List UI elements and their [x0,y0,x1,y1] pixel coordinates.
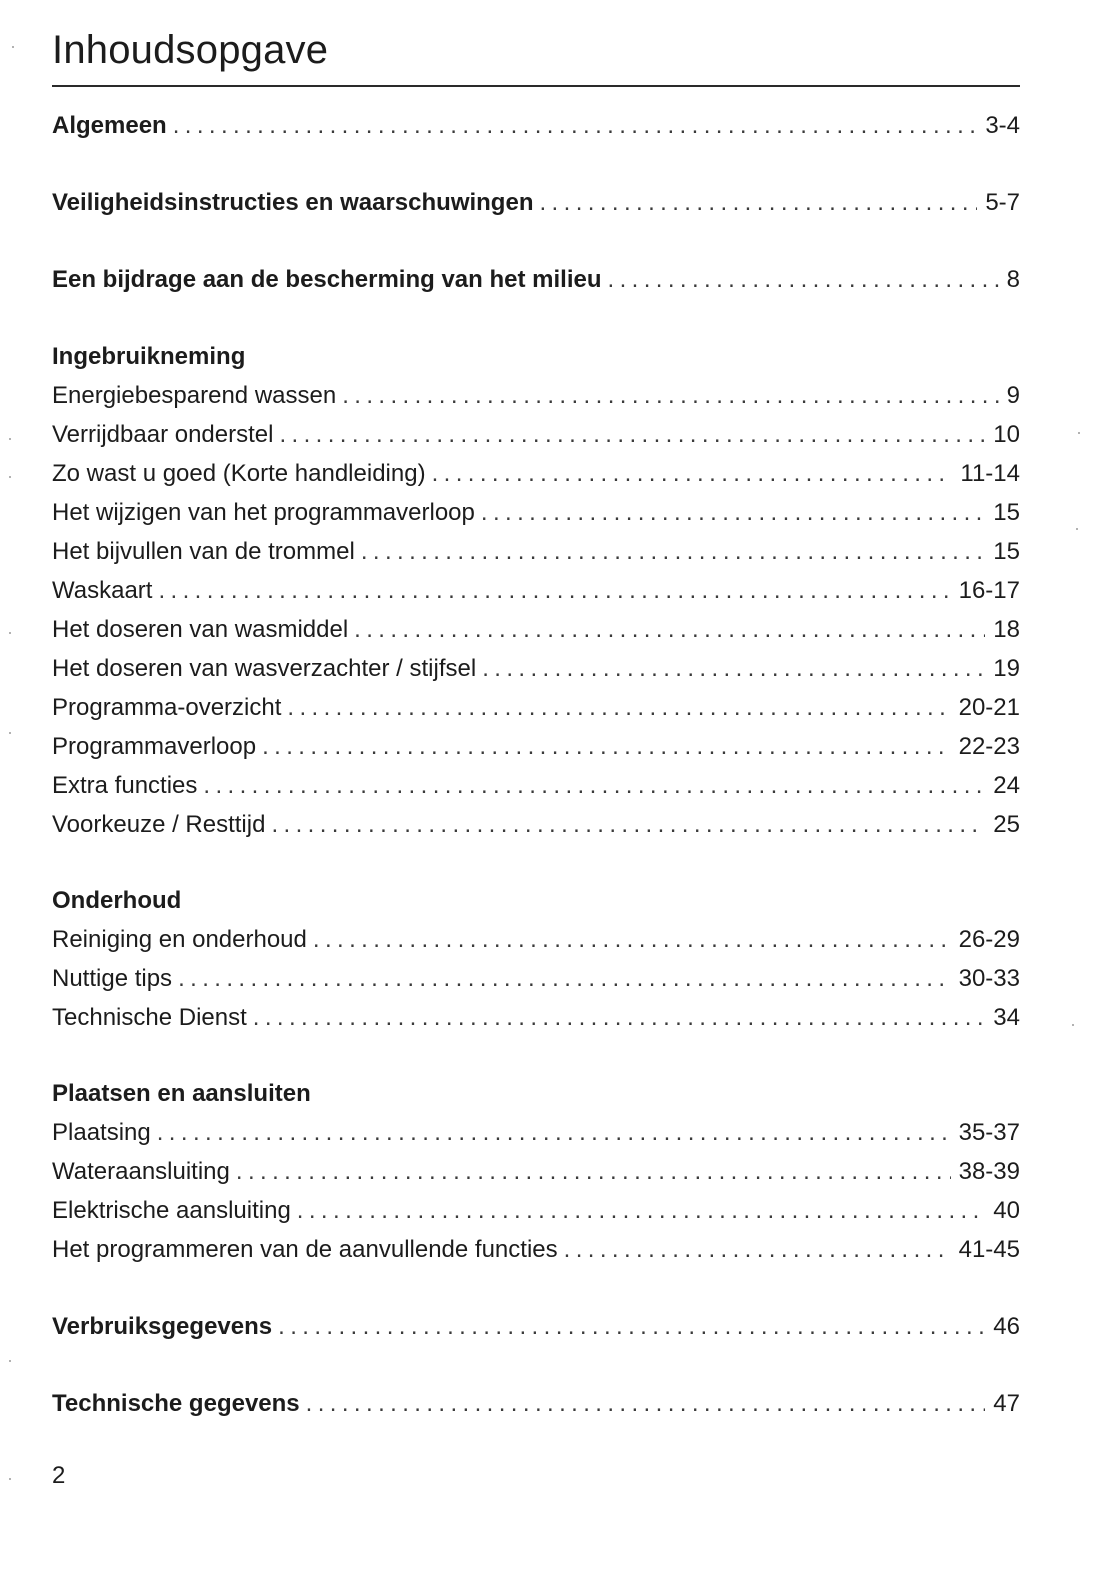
toc-entry-page: 34 [993,1004,1020,1031]
toc-entry[interactable] [52,571,1020,610]
toc-entry-label: Programmaverloop [52,733,257,760]
dot-leader [482,649,985,688]
toc-entry-algemeen[interactable] [52,106,1020,145]
section-entries-onderhoud [52,920,1020,1037]
toc-entry[interactable] [52,688,1020,727]
section-heading-onderhoud: Onderhoud [52,887,182,914]
toc-entry[interactable] [52,766,1020,805]
toc-entry-label: Het programmeren van de aanvullende functies [52,1236,558,1263]
toc-entry[interactable] [52,454,1020,493]
dot-leader [354,610,985,649]
toc-entry-page: 47 [993,1390,1020,1417]
toc-entry-page: 24 [993,772,1020,799]
toc-entry-page: 19 [993,655,1020,682]
toc-entry-page: 16-17 [958,577,1020,604]
dot-leader [306,1384,986,1423]
toc-entry-label: Energiebesparend wassen [52,382,337,409]
toc-entry-label: Elektrische aansluiting [52,1197,291,1224]
title-rule [52,85,1020,87]
toc-entry-page: 18 [993,616,1020,643]
toc-entry[interactable] [52,1113,1020,1152]
dot-leader [361,532,985,571]
dot-leader [287,688,950,727]
dot-leader [342,376,998,415]
toc-entry-label: Wateraansluiting [52,1158,230,1185]
toc-entry-label: Het bijvullen van de trommel [52,538,355,565]
toc-entry-page: 35-37 [958,1119,1020,1146]
toc-entry[interactable] [52,805,1020,844]
toc-entry-page: 10 [993,421,1020,448]
scan-speck [1076,528,1078,530]
toc-entry-label: Voorkeuze / Resttijd [52,811,266,838]
toc-entry[interactable] [52,415,1020,454]
page-title: Inhoudsopgave [52,28,329,72]
toc-entry[interactable] [52,998,1020,1037]
dot-leader [253,998,986,1037]
dot-leader [271,805,985,844]
toc-entry-label: Het doseren van wasverzachter / stijfsel [52,655,477,682]
dot-leader [278,1307,985,1346]
dot-leader [432,454,953,493]
dot-leader [173,106,978,145]
toc-entry-label: Een bijdrage aan de bescherming van het milieu [52,266,602,293]
dot-leader [158,571,950,610]
toc-entry-label: Verrijdbaar onderstel [52,421,274,448]
toc-entry-page: 25 [993,811,1020,838]
scan-speck [12,46,14,48]
toc-entry[interactable] [52,1230,1020,1269]
toc-entry-page: 41-45 [958,1236,1020,1263]
toc-entry[interactable] [52,376,1020,415]
toc-entry[interactable] [52,727,1020,766]
toc-entry-label: Reiniging en onderhoud [52,926,307,953]
dot-leader [203,766,985,805]
toc-entry-page: 15 [993,538,1020,565]
dot-leader [313,920,951,959]
toc-entry-label: Verbruiksgegevens [52,1313,273,1340]
toc-entry-label: Het doseren van wasmiddel [52,616,349,643]
toc-entry-label: Plaatsing [52,1119,151,1146]
dot-leader [481,493,985,532]
section-heading-plaatsen: Plaatsen en aansluiten [52,1080,311,1107]
toc-entry-page: 46 [993,1313,1020,1340]
dot-leader [564,1230,951,1269]
dot-leader [157,1113,951,1152]
toc-entry[interactable] [52,493,1020,532]
scan-speck [9,476,11,478]
scan-speck [9,438,11,440]
section-heading-ingebruikneming: Ingebruikneming [52,343,246,370]
toc-entry-label: Veiligheidsinstructies en waarschuwingen [52,189,534,216]
toc-entry-label: Zo wast u goed (Korte handleiding) [52,460,426,487]
scan-speck [1078,432,1080,434]
toc-entry-page: 5-7 [985,189,1020,216]
toc-entry-page: 20-21 [958,694,1020,721]
toc-entry-page: 30-33 [958,965,1020,992]
scan-speck [9,1478,11,1480]
toc-entry-technische-gegevens[interactable] [52,1384,1020,1423]
dot-leader [608,260,999,299]
scan-speck [9,632,11,634]
toc-entry-milieu[interactable] [52,260,1020,299]
toc-entry-page: 40 [993,1197,1020,1224]
section-entries-plaatsen [52,1113,1020,1269]
section-entries-ingebruikneming [52,376,1020,844]
dot-leader [279,415,985,454]
toc-entry-veiligheidsinstructies[interactable] [52,183,1020,222]
toc-entry-label: Algemeen [52,112,167,139]
toc-entry-verbruiksgegevens[interactable] [52,1307,1020,1346]
toc-entry-page: 38-39 [958,1158,1020,1185]
toc-entry-label: Waskaart [52,577,153,604]
toc-entry[interactable] [52,610,1020,649]
toc-page [52,24,1020,1423]
dot-leader [178,959,951,998]
dot-leader [297,1191,986,1230]
toc-entry[interactable] [52,1152,1020,1191]
toc-entry-page: 22-23 [958,733,1020,760]
toc-entry-page: 9 [1006,382,1020,409]
toc-entry-page: 26-29 [958,926,1020,953]
toc-entry-label: Extra functies [52,772,198,799]
toc-entry[interactable] [52,532,1020,571]
dot-leader [539,183,977,222]
dot-leader [262,727,951,766]
toc-entry-page: 11-14 [960,460,1020,487]
dot-leader [236,1152,951,1191]
scan-speck [9,1360,11,1362]
toc-entry[interactable] [52,1191,1020,1230]
toc-entry[interactable] [52,920,1020,959]
toc-entry-label: Nuttige tips [52,965,173,992]
toc-entry-label: Het wijzigen van het programmaverloop [52,499,475,526]
toc-entry-page: 3-4 [985,112,1020,139]
toc-entry-page: 15 [993,499,1020,526]
page-number: 2 [52,1462,66,1489]
scan-speck [9,732,11,734]
toc-entry[interactable] [52,649,1020,688]
toc-entry-label: Programma-overzicht [52,694,282,721]
toc-entry-label: Technische gegevens [52,1390,300,1417]
toc-entry-page: 8 [1006,266,1020,293]
toc-entry[interactable] [52,959,1020,998]
toc-entry-label: Technische Dienst [52,1004,247,1031]
scan-speck [1072,1024,1074,1026]
